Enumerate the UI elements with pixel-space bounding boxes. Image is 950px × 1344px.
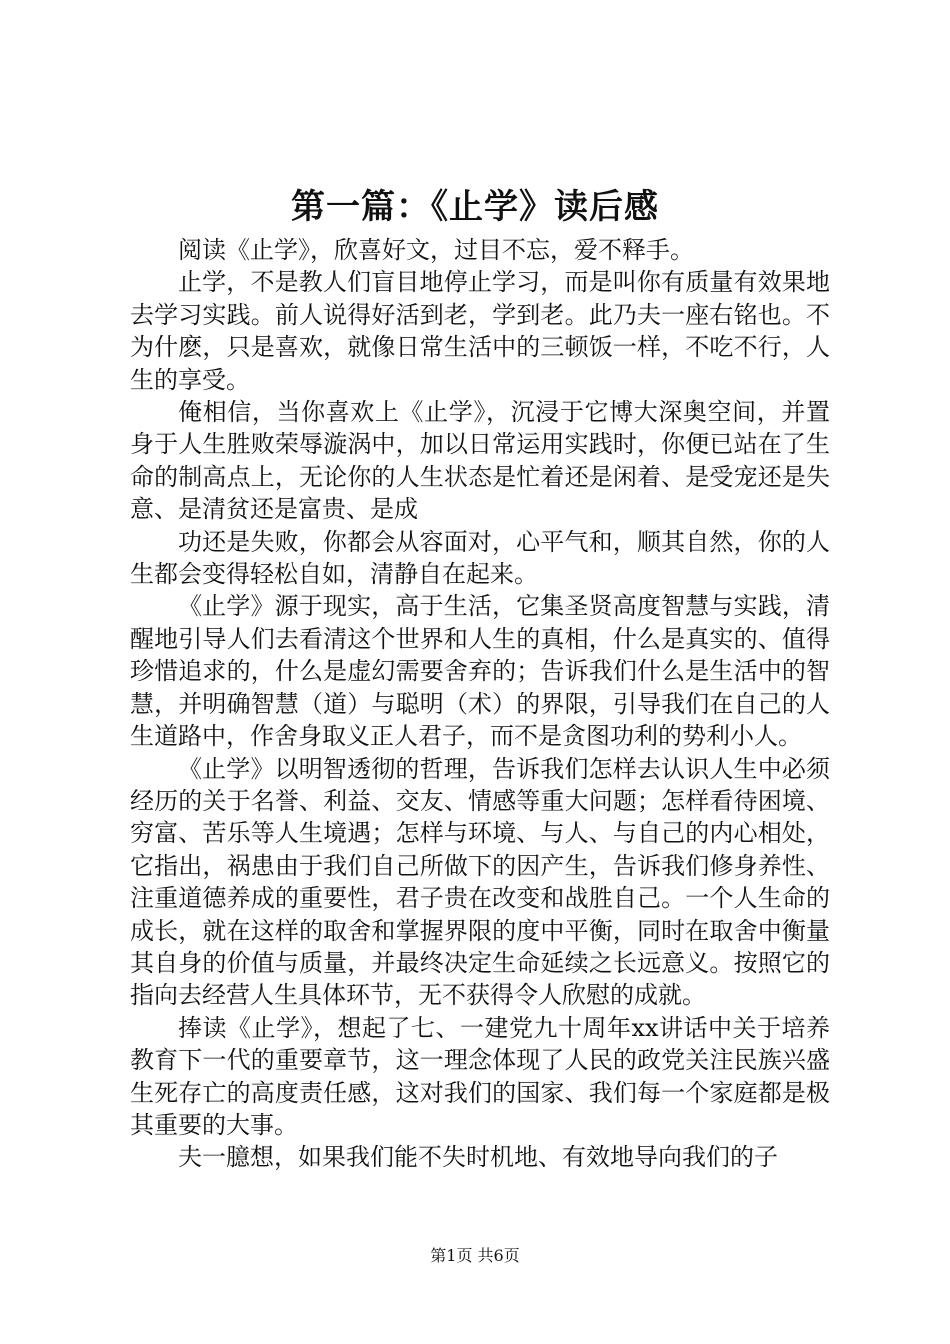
- document-title: 第一篇：《止学》读后感: [291, 187, 659, 227]
- paragraph: 功还是失败，你都会从容面对，心平气和，顺其自然，你的人生都会变得轻松自如，清静自在起来。: [130, 527, 830, 589]
- paragraph: 捧读《止学》，想起了七、一建党九十周年xx讲话中关于培养教育下一代的重要章节，这一理念体现了人民的政党关注民族兴盛生死存亡的高度责任感，这对我们的国家、我们每一个家庭都是极其重要的大事。: [130, 1013, 830, 1139]
- document-body: [130, 234, 830, 1174]
- paragraph: 夫一臆想，如果我们能不失时机地、有效地导向我们的子: [178, 1143, 778, 1172]
- paragraph: 止学，不是教人们盲目地停止学习，而是叫你有质量有效果地去学习实践。前人说得好活到老，学到老。此乃夫一座右铭也。不为什麽，只是喜欢，就像日常生活中的三顿饭一样，不吃不行，人生的享受。: [130, 268, 830, 394]
- paragraph: 《止学》以明智透彻的哲理，告诉我们怎样去认识人生中必须经历的关于名誉、利益、交友、情感等重大问题；怎样看待困境、穷富、苦乐等人生境遇；怎样与环境、与人、与自己的内心相处，它指出，祸患由于我们自己所做下的因产生，告诉我们修身养性、注重道德养成的重要性，君子贵在改变和战胜自己。一个人生命的成长，就在这样的取舍和掌握界限的度中平衡，同时在取舍中衡量其自身的价值与质量，并最终决定生命延续之长远意义。按照它的指向去经营人生具体环节，无不获得令人欣慰的成就。: [130, 754, 830, 1010]
- paragraph: 《止学》源于现实，高于生活，它集圣贤高度智慧与实践，清醒地引导人们去看清这个世界和人生的真相，什么是真实的、值得珍惜追求的，什么是虚幻需要舍弃的；告诉我们什么是生活中的智慧，并明确智慧（道）与聪明（术）的界限，引导我们在自己的人生道路中，作舍身取义正人君子，而不是贪图功利的势利小人。: [130, 592, 830, 751]
- paragraph: 俺相信，当你喜欢上《止学》，沉浸于它博大深奥空间，并置身于人生胜败荣辱漩涡中，加以日常运用实践时，你便已站在了生命的制高点上，无论你的人生状态是忙着还是闲着、是受宠还是失意、是清贫还是富贵、是成: [130, 398, 830, 524]
- page-footer: 第1页 共6页: [430, 1246, 520, 1265]
- paragraph: 阅读《止学》，欣喜好文，过目不忘，爱不释手。: [178, 236, 694, 264]
